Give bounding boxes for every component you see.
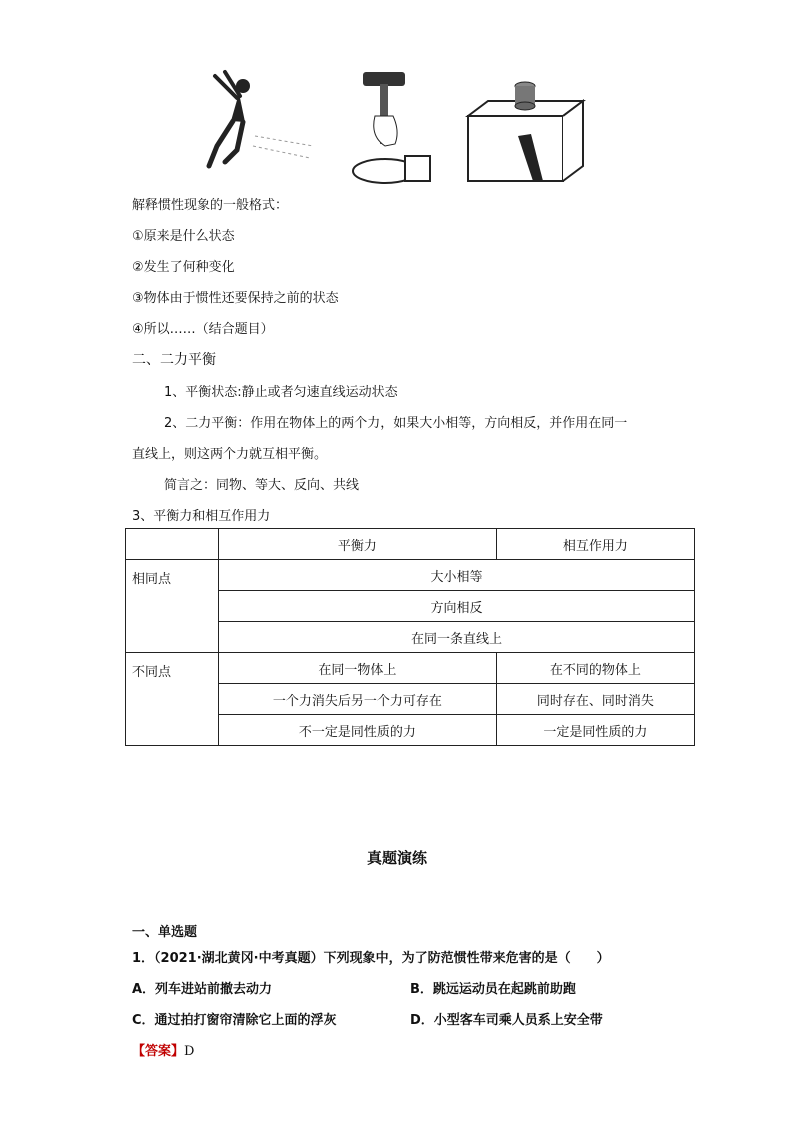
section-two-title: 二、二力平衡	[132, 352, 216, 368]
header-balanced-force: 平衡力	[219, 529, 497, 560]
comparison-table	[125, 528, 695, 746]
coins-on-table-illustration	[463, 66, 588, 186]
inertia-step-1: ①原来是什么状态	[132, 229, 235, 244]
diff-interaction-cell: 在不同的物体上	[496, 653, 694, 684]
inertia-illustrations	[195, 66, 595, 186]
hammer-illustration	[345, 66, 435, 186]
single-choice-heading: 一、单选题	[132, 925, 198, 940]
answer-value: D	[184, 1044, 195, 1059]
question-1-stem: 1．（2021·湖北黄冈·中考真题）下列现象中，为了防范惯性带来危害的是（ ）	[132, 951, 610, 966]
comparison-heading: 3、平衡力和相互作用力	[132, 509, 271, 524]
option-b: B．跳远运动员在起跳前助跑	[410, 982, 576, 997]
diff-balanced-cell: 一个力消失后另一个力可存在	[219, 684, 497, 715]
long-jumper-illustration	[195, 66, 315, 186]
option-d: D．小型客车司乘人员系上安全带	[410, 1013, 603, 1028]
inertia-format-heading: 解释惯性现象的一般格式：	[132, 198, 289, 213]
inertia-step-2: ②发生了何种变化	[132, 260, 235, 275]
summary-text: 简言之：同物、等大、反向、共线	[164, 478, 360, 493]
diff-interaction-cell: 同时存在、同时消失	[496, 684, 694, 715]
answer-tag: 【答案】	[132, 1044, 185, 1059]
inertia-step-3: ③物体由于惯性还要保持之前的状态	[132, 291, 339, 306]
diff-points-label: 不同点	[126, 653, 219, 746]
diff-balanced-cell: 不一定是同性质的力	[219, 715, 497, 746]
answer-line	[132, 1040, 194, 1059]
diff-balanced-cell: 在同一物体上	[219, 653, 497, 684]
same-point-cell: 方向相反	[219, 591, 695, 622]
option-a: A．列车进站前撤去动力	[132, 982, 273, 997]
inertia-step-4: ④所以……（结合题目）	[132, 322, 274, 337]
balance-state-text: 1、平衡状态:静止或者匀速直线运动状态	[164, 385, 398, 400]
diff-interaction-cell: 一定是同性质的力	[496, 715, 694, 746]
table-row	[126, 653, 695, 684]
two-force-balance-line1: 2、二力平衡：作用在物体上的两个力，如果大小相等，方向相反，并作用在同一	[164, 416, 628, 431]
practice-title: 真题演练	[366, 849, 427, 867]
table-header-row	[126, 529, 695, 560]
header-interaction-force: 相互作用力	[496, 529, 694, 560]
table-corner-cell	[126, 529, 219, 560]
same-point-cell: 在同一条直线上	[219, 622, 695, 653]
same-point-cell: 大小相等	[219, 560, 695, 591]
same-points-label: 相同点	[126, 560, 219, 653]
table-row	[126, 560, 695, 591]
two-force-balance-line2: 直线上，则这两个力就互相平衡。	[132, 447, 328, 462]
option-c: C．通过拍打窗帘清除它上面的浮灰	[132, 1013, 337, 1028]
